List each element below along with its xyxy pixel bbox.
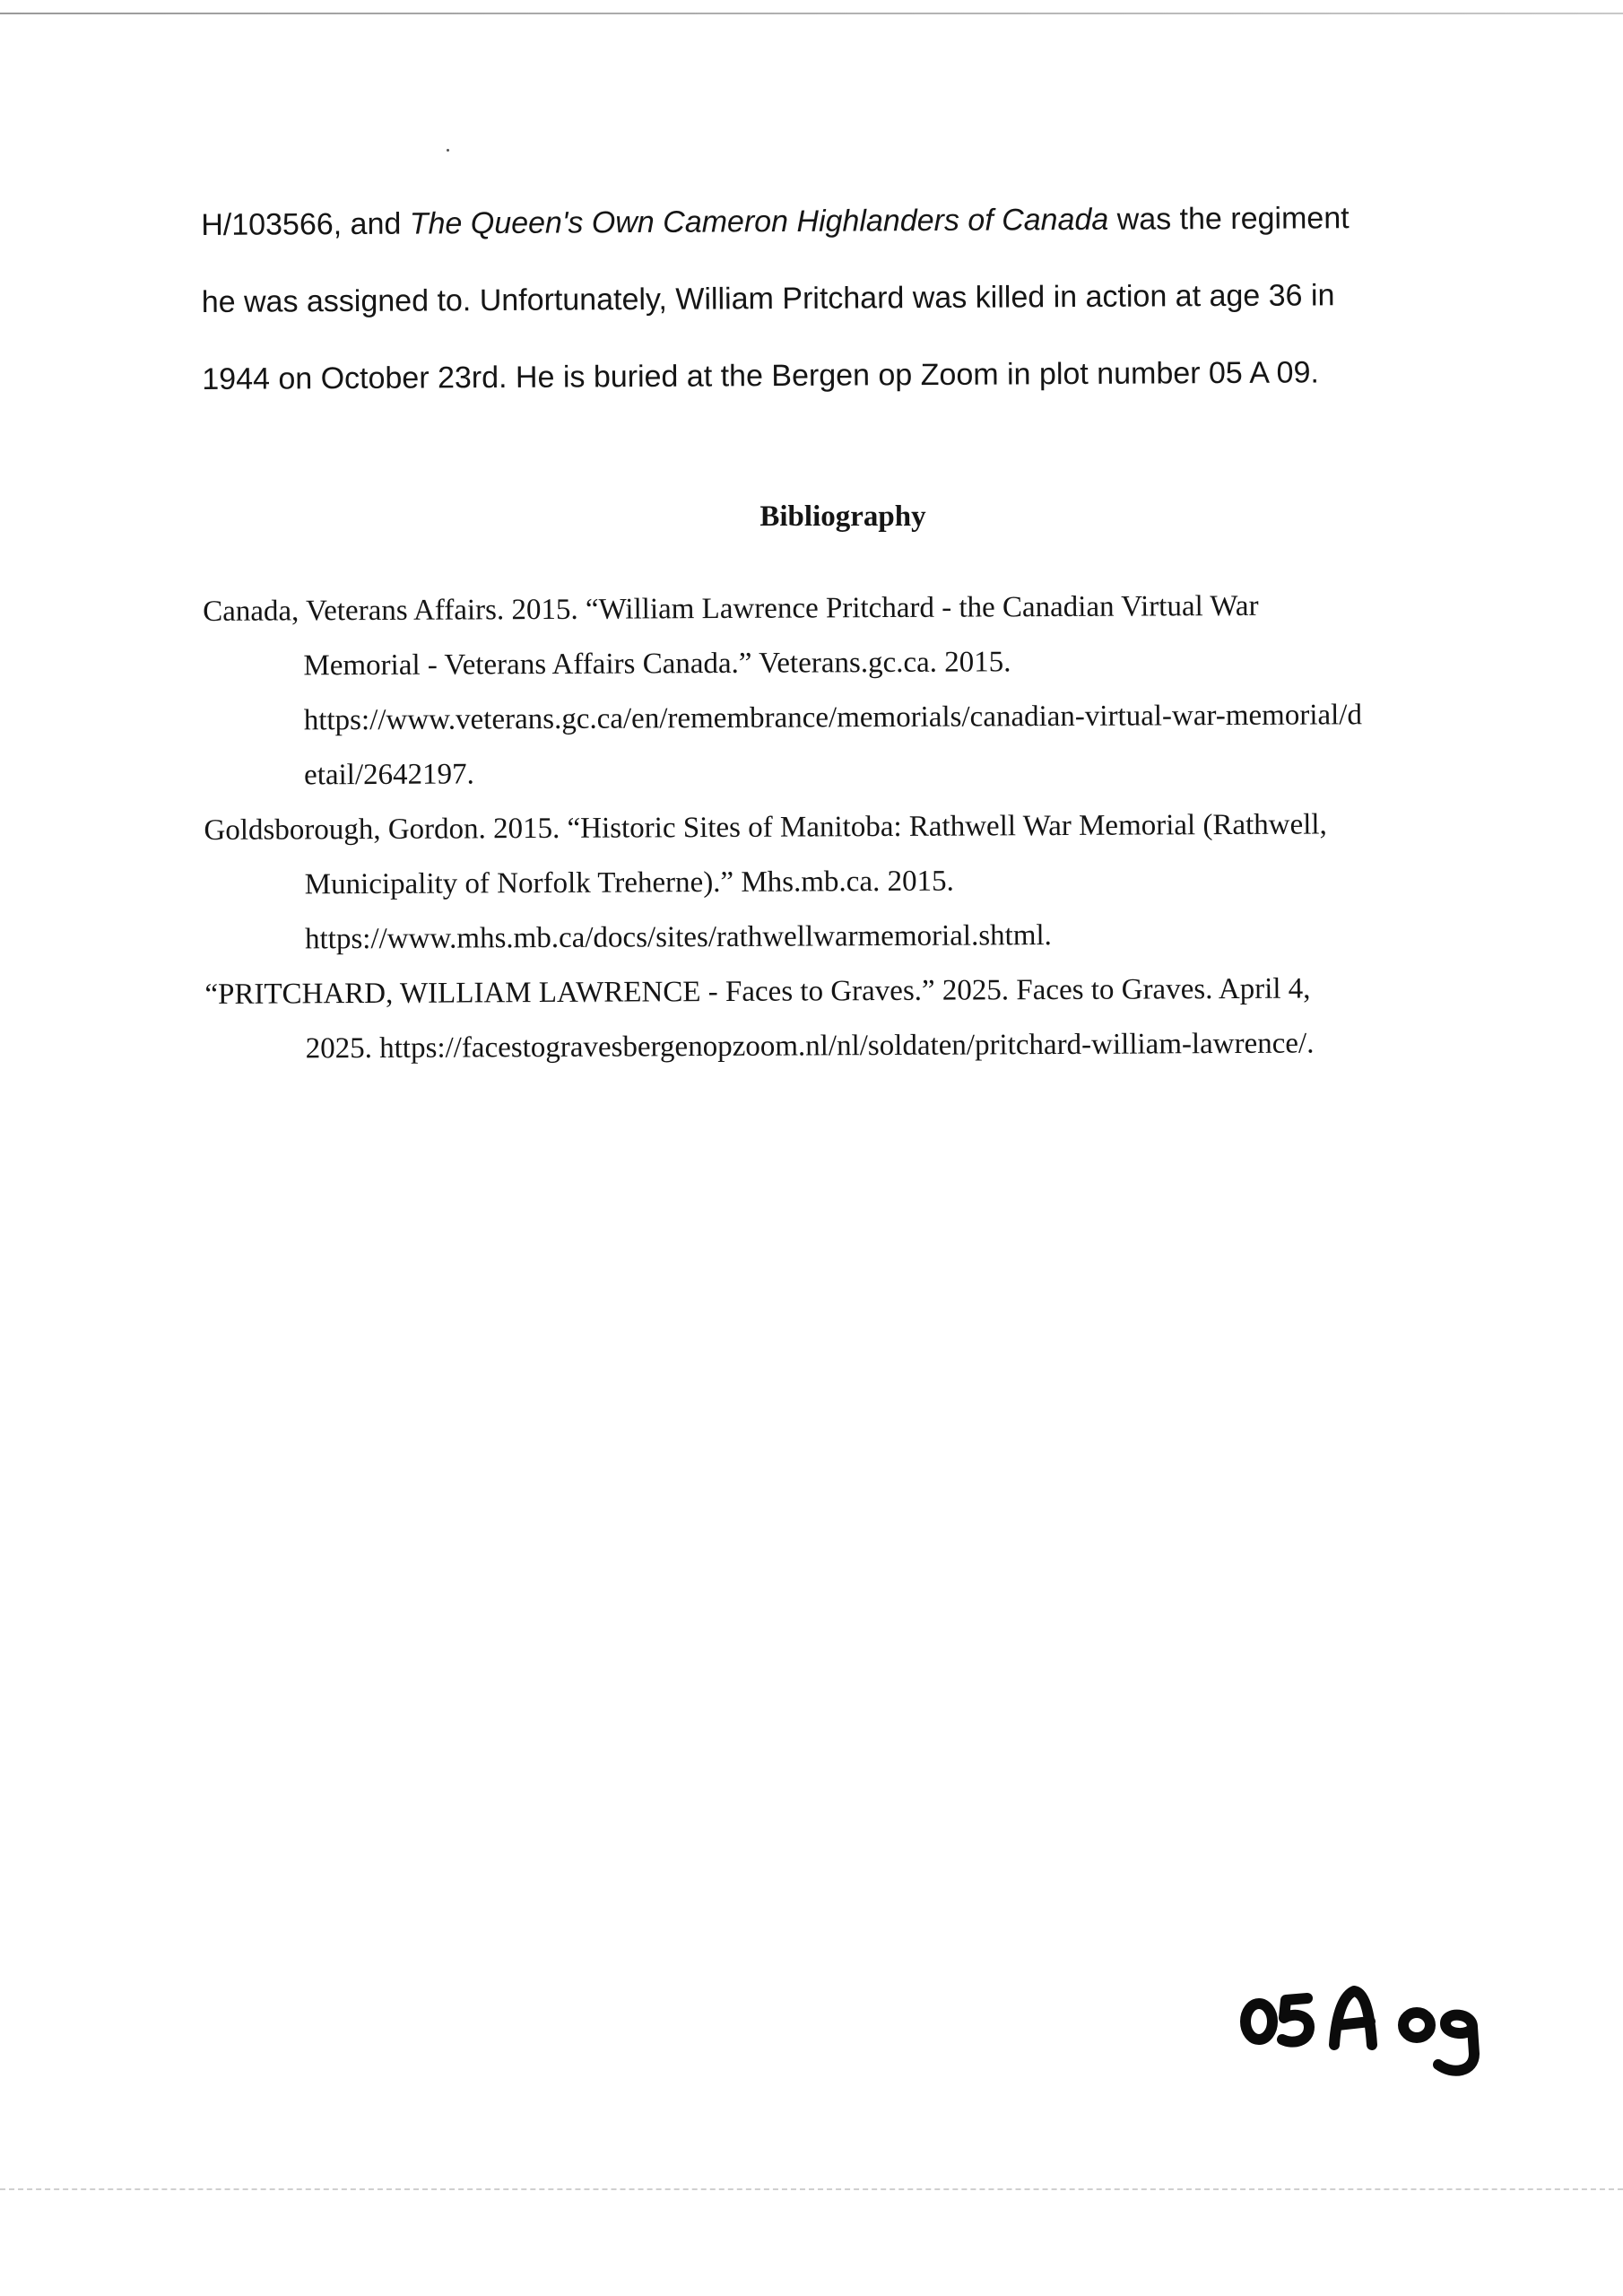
- handwritten-zero: [1245, 2004, 1272, 2039]
- citation-url: https://www.mhs.mb.ca/docs/sites/rathwellwarmemorial.shtml.: [304, 919, 1052, 956]
- handwritten-five: [1282, 1998, 1309, 2042]
- handwritten-plot-annotation: [1237, 1955, 1506, 2081]
- body-line-3: 1944 on October 23rd. He is buried at the Bergen op Zoom in plot number 05 A 09.: [202, 355, 1319, 396]
- regiment-name: The Queen's Own Cameron Highlanders of Canada: [409, 202, 1109, 241]
- bibliography-entry: [204, 961, 1497, 1077]
- citation-line: Canada, Veterans Affairs. 2015. “William Lawrence Pritchard - the Canadian Virtual War: [203, 589, 1259, 628]
- citation-line: Goldsborough, Gordon. 2015. “Historic Sites of Manitoba: Rathwell War Memorial (Rathwell,: [204, 808, 1327, 847]
- citation-url: https://www.veterans.gc.ca/en/remembrance/memorials/canadian-virtual-war-memorial/d: [303, 699, 1363, 737]
- scan-edge-top: [0, 13, 1623, 14]
- citation-url: etail/2642197.: [304, 758, 474, 792]
- handwritten-a: [1334, 1991, 1372, 2045]
- citation-line: Municipality of Norfolk Treherne).” Mhs.mb.ca. 2015.: [304, 865, 954, 901]
- citation-line: Memorial - Veterans Affairs Canada.” Veterans.gc.ca. 2015.: [303, 646, 1011, 683]
- body-line-1: H/103566, and The Queen's Own Cameron Highlanders of Canada was the regiment: [201, 201, 1350, 242]
- scan-speck: [447, 149, 449, 152]
- bibliography-list: [203, 578, 1497, 1077]
- bibliography-heading: Bibliography: [759, 500, 926, 533]
- bibliography-entry: [204, 796, 1496, 968]
- scan-edge-bottom: [0, 2188, 1623, 2190]
- handwritten-zero: [1403, 2013, 1430, 2038]
- body-line-2: he was assigned to. Unfortunately, William Pritchard was killed in action at age 36 in: [201, 278, 1335, 319]
- handwritten-nine: [1438, 2015, 1474, 2071]
- body-paragraph: [201, 178, 1458, 418]
- citation-line: 2025. https://facestogravesbergenopzoom.nl/nl/soldaten/pritchard-william-lawrence/.: [305, 1027, 1315, 1065]
- bibliography-entry: [203, 578, 1495, 804]
- citation-line: “PRITCHARD, WILLIAM LAWRENCE - Faces to Graves.” 2025. Faces to Graves. April 4,: [204, 972, 1311, 1011]
